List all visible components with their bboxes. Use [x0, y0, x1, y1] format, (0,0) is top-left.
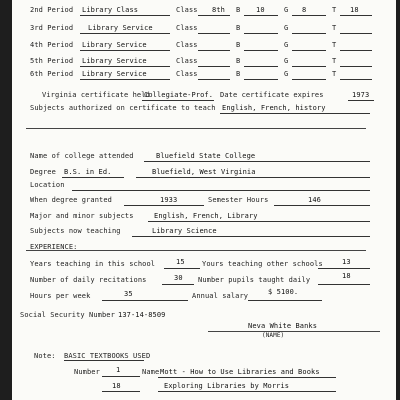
- total-label: T: [332, 6, 337, 14]
- document-page: [12, 0, 396, 400]
- book-number-label: Number: [74, 368, 100, 376]
- certificate-expires-label: Date certificate expires: [220, 91, 324, 99]
- total-label: T: [332, 24, 337, 32]
- period-assignment: Library Service: [82, 41, 147, 49]
- total-label: T: [332, 57, 337, 65]
- degree-value: B.S. in Ed.: [64, 168, 112, 176]
- boys-label: B: [236, 57, 241, 65]
- period-assignment: Library Service: [82, 70, 147, 78]
- period-label: 4th Period: [30, 41, 74, 49]
- girls-label: G: [284, 6, 289, 14]
- period-assignment: Library Service: [88, 24, 153, 32]
- class-label: Class: [176, 57, 198, 65]
- social-security-value: 137-14-8509: [118, 311, 166, 319]
- period-label: 6th Period: [30, 70, 74, 78]
- period-label: 3rd Period: [30, 24, 74, 32]
- degree-granted-value: 1933: [160, 196, 178, 204]
- signature-name: Neva White Banks: [248, 322, 318, 330]
- girls-label: G: [284, 24, 289, 32]
- certificate-value: Collegiate-Prof.: [144, 91, 214, 99]
- experience-heading: EXPERIENCE:: [30, 243, 78, 251]
- degree-label: Degree: [30, 168, 56, 176]
- semester-hours-value: 146: [308, 196, 321, 204]
- girls-count: 8: [302, 6, 307, 14]
- boys-label: B: [236, 24, 241, 32]
- book-name: Mott - How to Use Libraries and Books: [160, 368, 320, 376]
- authorized-subjects-label: Subjects authorized on certificate to teach: [30, 104, 216, 112]
- boys-label: B: [236, 41, 241, 49]
- class-label: Class: [176, 70, 198, 78]
- book-name-label: Name: [142, 368, 160, 376]
- hours-per-week-label: Hours per week: [30, 292, 91, 300]
- years-other-schools-value: 13: [342, 258, 351, 266]
- now-teaching-value: Library Science: [152, 227, 217, 235]
- class-label: Class: [176, 41, 198, 49]
- total-count: 18: [350, 6, 359, 14]
- total-label: T: [332, 70, 337, 78]
- years-this-school-label: Years teaching in this school: [30, 260, 156, 268]
- boys-count: 10: [256, 6, 265, 14]
- years-this-school-value: 15: [176, 258, 185, 266]
- degree-granted-label: When degree granted: [30, 196, 112, 204]
- certificate-label: Virginia certificate held: [42, 91, 150, 99]
- college-name-value: Bluefield State College: [156, 152, 256, 160]
- location-label: Location: [30, 181, 65, 189]
- college-location-value: Bluefield, West Virginia: [152, 168, 256, 176]
- period-label: 2nd Period: [30, 6, 74, 14]
- pupils-daily-label: Number pupils taught daily: [198, 276, 311, 284]
- period-grade: 8th: [212, 6, 225, 14]
- major-minor-label: Major and minor subjects: [30, 212, 134, 220]
- boys-label: B: [236, 70, 241, 78]
- hours-per-week-value: 35: [124, 290, 133, 298]
- book-number: 18: [112, 382, 121, 390]
- annual-salary-value: $ 5100.: [268, 288, 299, 296]
- certificate-expires-value: 1973: [352, 91, 370, 99]
- now-teaching-label: Subjects now teaching: [30, 227, 121, 235]
- class-label: Class: [176, 6, 198, 14]
- period-assignment: Library Service: [82, 57, 147, 65]
- social-security-label: Social Security Number: [20, 311, 115, 319]
- years-other-schools-label: Yours teaching other schools: [202, 260, 323, 268]
- total-label: T: [332, 41, 337, 49]
- semester-hours-label: Semester Hours: [208, 196, 269, 204]
- annual-salary-label: Annual salary: [192, 292, 249, 300]
- class-label: Class: [176, 24, 198, 32]
- note-label: Note:: [34, 352, 56, 360]
- signature-caption: (NAME): [262, 332, 285, 339]
- pupils-daily-value: 18: [342, 272, 351, 280]
- authorized-subjects-value: English, French, history: [222, 104, 326, 112]
- major-minor-value: English, French, Library: [154, 212, 258, 220]
- period-label: 5th Period: [30, 57, 74, 65]
- book-name: Exploring Libraries by Morris: [164, 382, 290, 390]
- textbooks-heading: BASIC TEXTBOOKS USED: [64, 352, 151, 360]
- book-number: 1: [116, 366, 121, 374]
- girls-label: G: [284, 57, 289, 65]
- boys-label: B: [236, 6, 241, 14]
- daily-recitations-value: 30: [174, 274, 183, 282]
- daily-recitations-label: Number of daily recitations: [30, 276, 147, 284]
- college-name-label: Name of college attended: [30, 152, 134, 160]
- girls-label: G: [284, 70, 289, 78]
- girls-label: G: [284, 41, 289, 49]
- period-assignment: Library Class: [82, 6, 139, 14]
